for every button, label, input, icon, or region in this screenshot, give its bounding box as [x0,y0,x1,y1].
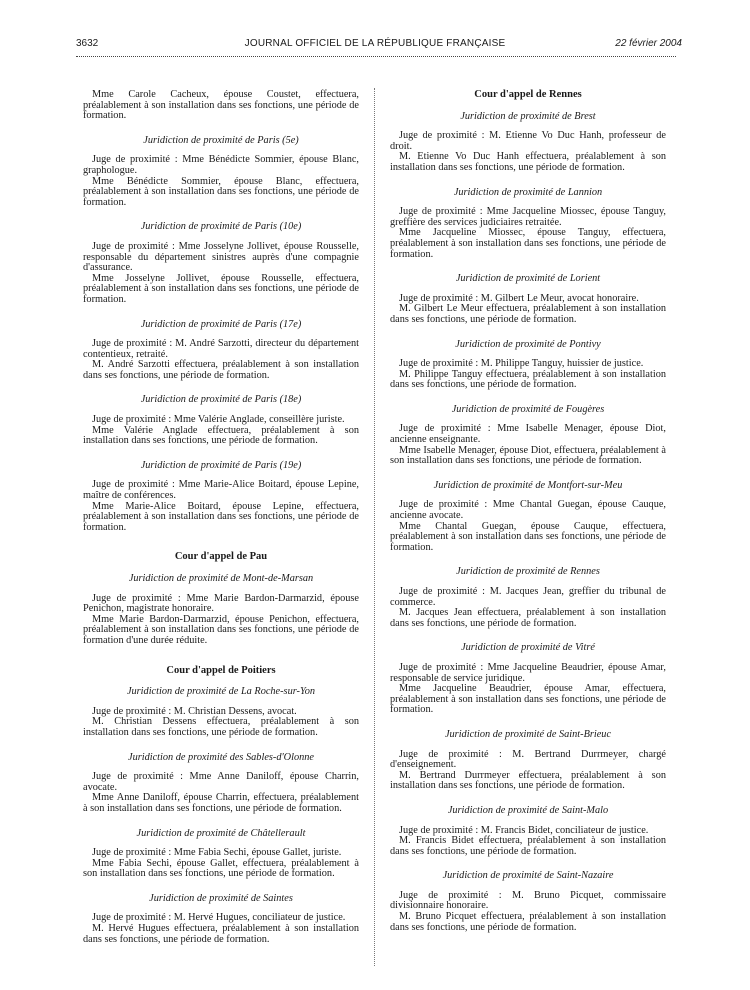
jurisdiction-heading: Juridiction de proximité de Saint-Nazaire [442,870,614,882]
jurisdiction-heading: Juridiction de proximité de La Roche-sur-Yon [126,686,316,698]
jurisdiction-heading: Juridiction de proximité de Fougères [451,403,605,415]
appointment-paragraph: Juge de proximité : M. Jacques Jean, greffier du tribunal de commerce. [390,586,666,608]
page-header [0,38,750,54]
section-paris-5 [83,136,359,209]
training-paragraph: Mme Anne Daniloff, épouse Charrin, effectuera, préalablement à son installation dans ses fonctions, une période de formation. [83,792,359,814]
training-paragraph: M. Hervé Hugues effectuera, préalablement à son installation dans ses fonctions, une période de formation. [83,923,359,945]
section-pontivy [390,340,666,391]
section-lorient [390,274,666,325]
appointment-paragraph: Juge de proximité : Mme Isabelle Menager, épouse Diot, ancienne enseignante. [390,423,666,446]
training-paragraph: Mme Valérie Anglade effectuera, préalablement à son installation dans ses fonctions, une période de formation. [83,424,359,447]
section-fougeres [390,405,666,467]
training-paragraph: Mme Jacqueline Miossec, épouse Tanguy, effectuera, préalablement à son installation dans ses fonctions, une période de formation. [390,227,666,260]
jurisdiction-heading: Juridiction de proximité de Pontivy [455,338,601,350]
training-paragraph: M. Francis Bidet effectuera, préalablement à son installation dans ses fonctions, une période de formation. [390,835,666,857]
training-paragraph: Mme Isabelle Menager, épouse Diot, effectuera, préalablement à son installation dans ses fonctions, une période de formation. [390,444,666,467]
column-divider [374,88,375,966]
training-paragraph: M. Bertrand Durrmeyer effectuera, préalablement à son installation dans ses fonctions, une période de formation. [390,769,666,792]
training-paragraph: Mme Jacqueline Beaudrier, épouse Amar, effectuera, préalablement à son installation dans ses fonctions, une période de formation. [390,683,666,716]
section-saint-brieuc [390,730,666,792]
appointment-paragraph: Juge de proximité : M. Bruno Picquet, commissaire divisionnaire honoraire. [390,889,666,912]
jurisdiction-heading: Juridiction de proximité de Brest [460,110,596,122]
training-paragraph: Mme Fabia Sechi, épouse Gallet, effectuera, préalablement à son installation dans ses fonctions, une période de formation. [83,857,359,880]
jurisdiction-heading: Juridiction de proximité de Paris (10e) [140,221,302,233]
section-la-roche-sur-yon [83,687,359,738]
appointment-paragraph: Juge de proximité : M. André Sarzotti, directeur du département contentieux, retraité. [83,338,359,360]
training-paragraph: M. Gilbert Le Meur effectuera, préalablement à son installation dans ses fonctions, une période de formation. [390,303,666,325]
issue-date: 22 février 2004 [615,38,682,49]
training-paragraph: Mme Marie-Alice Boitard, épouse Lepine, effectuera, préalablement à son installation dans ses fonctions, une période de formation. [83,500,359,533]
jurisdiction-heading: Juridiction de proximité de Vitré [461,642,595,654]
section-vitre [390,643,666,716]
section-chatellerault [83,829,359,880]
header-rule [76,56,676,57]
jurisdiction-heading: Juridiction de proximité de Saintes [149,892,293,904]
training-paragraph: Mme Marie Bardon-Darmarzid, épouse Penichon, effectuera, préalablement à son installation dans ses fonctions, une période de formation d'une durée réduite. [83,613,359,646]
section-saint-nazaire [390,871,666,933]
jurisdiction-heading: Juridiction de proximité de Mont-de-Marsan [128,573,314,584]
appointment-paragraph: Juge de proximité : M. Etienne Vo Duc Hanh, professeur de droit. [390,130,666,152]
section-montfort-sur-meu [390,481,666,554]
appointment-paragraph: Juge de proximité : Mme Josselyne Jollivet, épouse Rousselle, responsable du département sinistres auprès d'une compagnie d'assurance. [83,240,359,274]
training-paragraph: Mme Chantal Guegan, épouse Cauque, effectuera, préalablement à son installation dans ses fonctions, une période de formation. [390,520,666,553]
appointment-paragraph: Juge de proximité : M. Francis Bidet, conciliateur de justice. [399,824,649,836]
left-column [83,90,359,945]
jurisdiction-heading: Juridiction de proximité de Paris (5e) [143,134,299,146]
appointment-paragraph: Juge de proximité : M. Philippe Tanguy, huissier de justice. [399,358,644,370]
training-paragraph: M. Philippe Tanguy effectuera, préalablement à son installation dans ses fonctions, une période de formation. [390,368,666,391]
page-number: 3632 [76,38,99,49]
jurisdiction-heading: Juridiction de proximité de Paris (18e) [140,394,302,406]
section-mont-de-marsan [83,574,359,647]
training-paragraph: Mme Josselyne Jollivet, épouse Rousselle, effectuera, préalablement à son installation dans ses fonctions, une période de formation. [83,272,359,305]
section-saint-malo [390,806,666,857]
appointment-paragraph: Juge de proximité : M. Hervé Hugues, conciliateur de justice. [92,912,346,924]
jurisdiction-heading: Juridiction de proximité des Sables-d'Olonne [128,751,314,763]
section-paris-10 [83,222,359,305]
appointment-paragraph: Juge de proximité : Mme Anne Daniloff, épouse Charrin, avocate. [83,771,359,793]
appointment-paragraph: Juge de proximité : Mme Chantal Guegan, épouse Cauque, ancienne avocate. [390,499,666,522]
jurisdiction-heading: Juridiction de proximité de Lorient [455,273,601,285]
section-lannion [390,188,666,261]
appointment-paragraph: Juge de proximité : M. Gilbert Le Meur, avocat honoraire. [399,292,639,304]
court-heading-poitiers: Cour d'appel de Poitiers [166,664,276,676]
court-heading-pau: Cour d'appel de Pau [174,551,268,563]
section-sables-d-olonne [83,753,359,815]
section-paris-17 [83,320,359,382]
intro-paragraph: Mme Carole Cacheux, épouse Coustet, effectuera, préalablement à son installation dans ses fonctions, une période de formation. [83,89,359,122]
jurisdiction-heading: Juridiction de proximité de Lannion [453,186,603,198]
appointment-paragraph: Juge de proximité : M. Christian Dessens, avocat. [92,705,297,717]
appointment-paragraph: Juge de proximité : Mme Jacqueline Miossec, épouse Tanguy, greffière des services judiciaires retraitée. [390,206,666,228]
appointment-paragraph: Juge de proximité : Mme Jacqueline Beaudrier, épouse Amar, responsable de service juridique. [390,661,666,684]
training-paragraph: M. André Sarzotti effectuera, préalablement à son installation dans ses fonctions, une période de formation. [83,359,359,381]
appointment-paragraph: Juge de proximité : Mme Marie Bardon-Darmarzid, épouse Penichon, magistrate honoraire. [83,592,359,615]
section-rennes [390,567,666,629]
jurisdiction-heading: Juridiction de proximité de Saint-Brieuc [444,728,612,740]
appointment-paragraph: Juge de proximité : Mme Valérie Anglade, conseillère juriste. [92,414,345,426]
training-paragraph: M. Jacques Jean effectuera, préalablement à son installation dans ses fonctions, une période de formation. [390,607,666,629]
jurisdiction-heading: Juridiction de proximité de Saint-Malo [447,804,609,816]
training-paragraph: M. Christian Dessens effectuera, préalablement à son installation dans ses fonctions, une période de formation. [83,716,359,738]
training-paragraph: Mme Bénédicte Sommier, épouse Blanc, effectuera, préalablement à son installation dans ses fonctions, une période de formation. [83,175,359,208]
section-brest [390,112,666,174]
appointment-paragraph: Juge de proximité : M. Bertrand Durrmeyer, chargé d'enseignement. [390,748,666,771]
section-paris-19 [83,461,359,534]
jurisdiction-heading: Juridiction de proximité de Montfort-sur-Meu [433,479,623,491]
court-heading-rennes: Cour d'appel de Rennes [474,89,582,100]
training-paragraph: M. Bruno Picquet effectuera, préalablement à son installation dans ses fonctions, une période de formation. [390,911,666,933]
jurisdiction-heading: Juridiction de proximité de Paris (19e) [140,459,302,471]
jurisdiction-heading: Juridiction de proximité de Châtellerault [136,827,306,839]
right-column [390,90,666,933]
appointment-paragraph: Juge de proximité : Mme Fabia Sechi, épouse Gallet, juriste. [92,847,342,859]
appointment-paragraph: Juge de proximité : Mme Marie-Alice Boitard, épouse Lepine, maître de conférences. [83,479,359,502]
journal-title: JOURNAL OFFICIEL DE LA RÉPUBLIQUE FRANÇAISE [244,38,506,49]
jurisdiction-heading: Juridiction de proximité de Rennes [456,566,600,578]
jurisdiction-heading: Juridiction de proximité de Paris (17e) [140,318,302,330]
appointment-paragraph: Juge de proximité : Mme Bénédicte Sommier, épouse Blanc, graphologue. [83,154,359,176]
section-saintes [83,894,359,945]
training-paragraph: M. Etienne Vo Duc Hanh effectuera, préalablement à son installation dans ses fonctions, une période de formation. [390,151,666,173]
section-paris-18 [83,395,359,446]
